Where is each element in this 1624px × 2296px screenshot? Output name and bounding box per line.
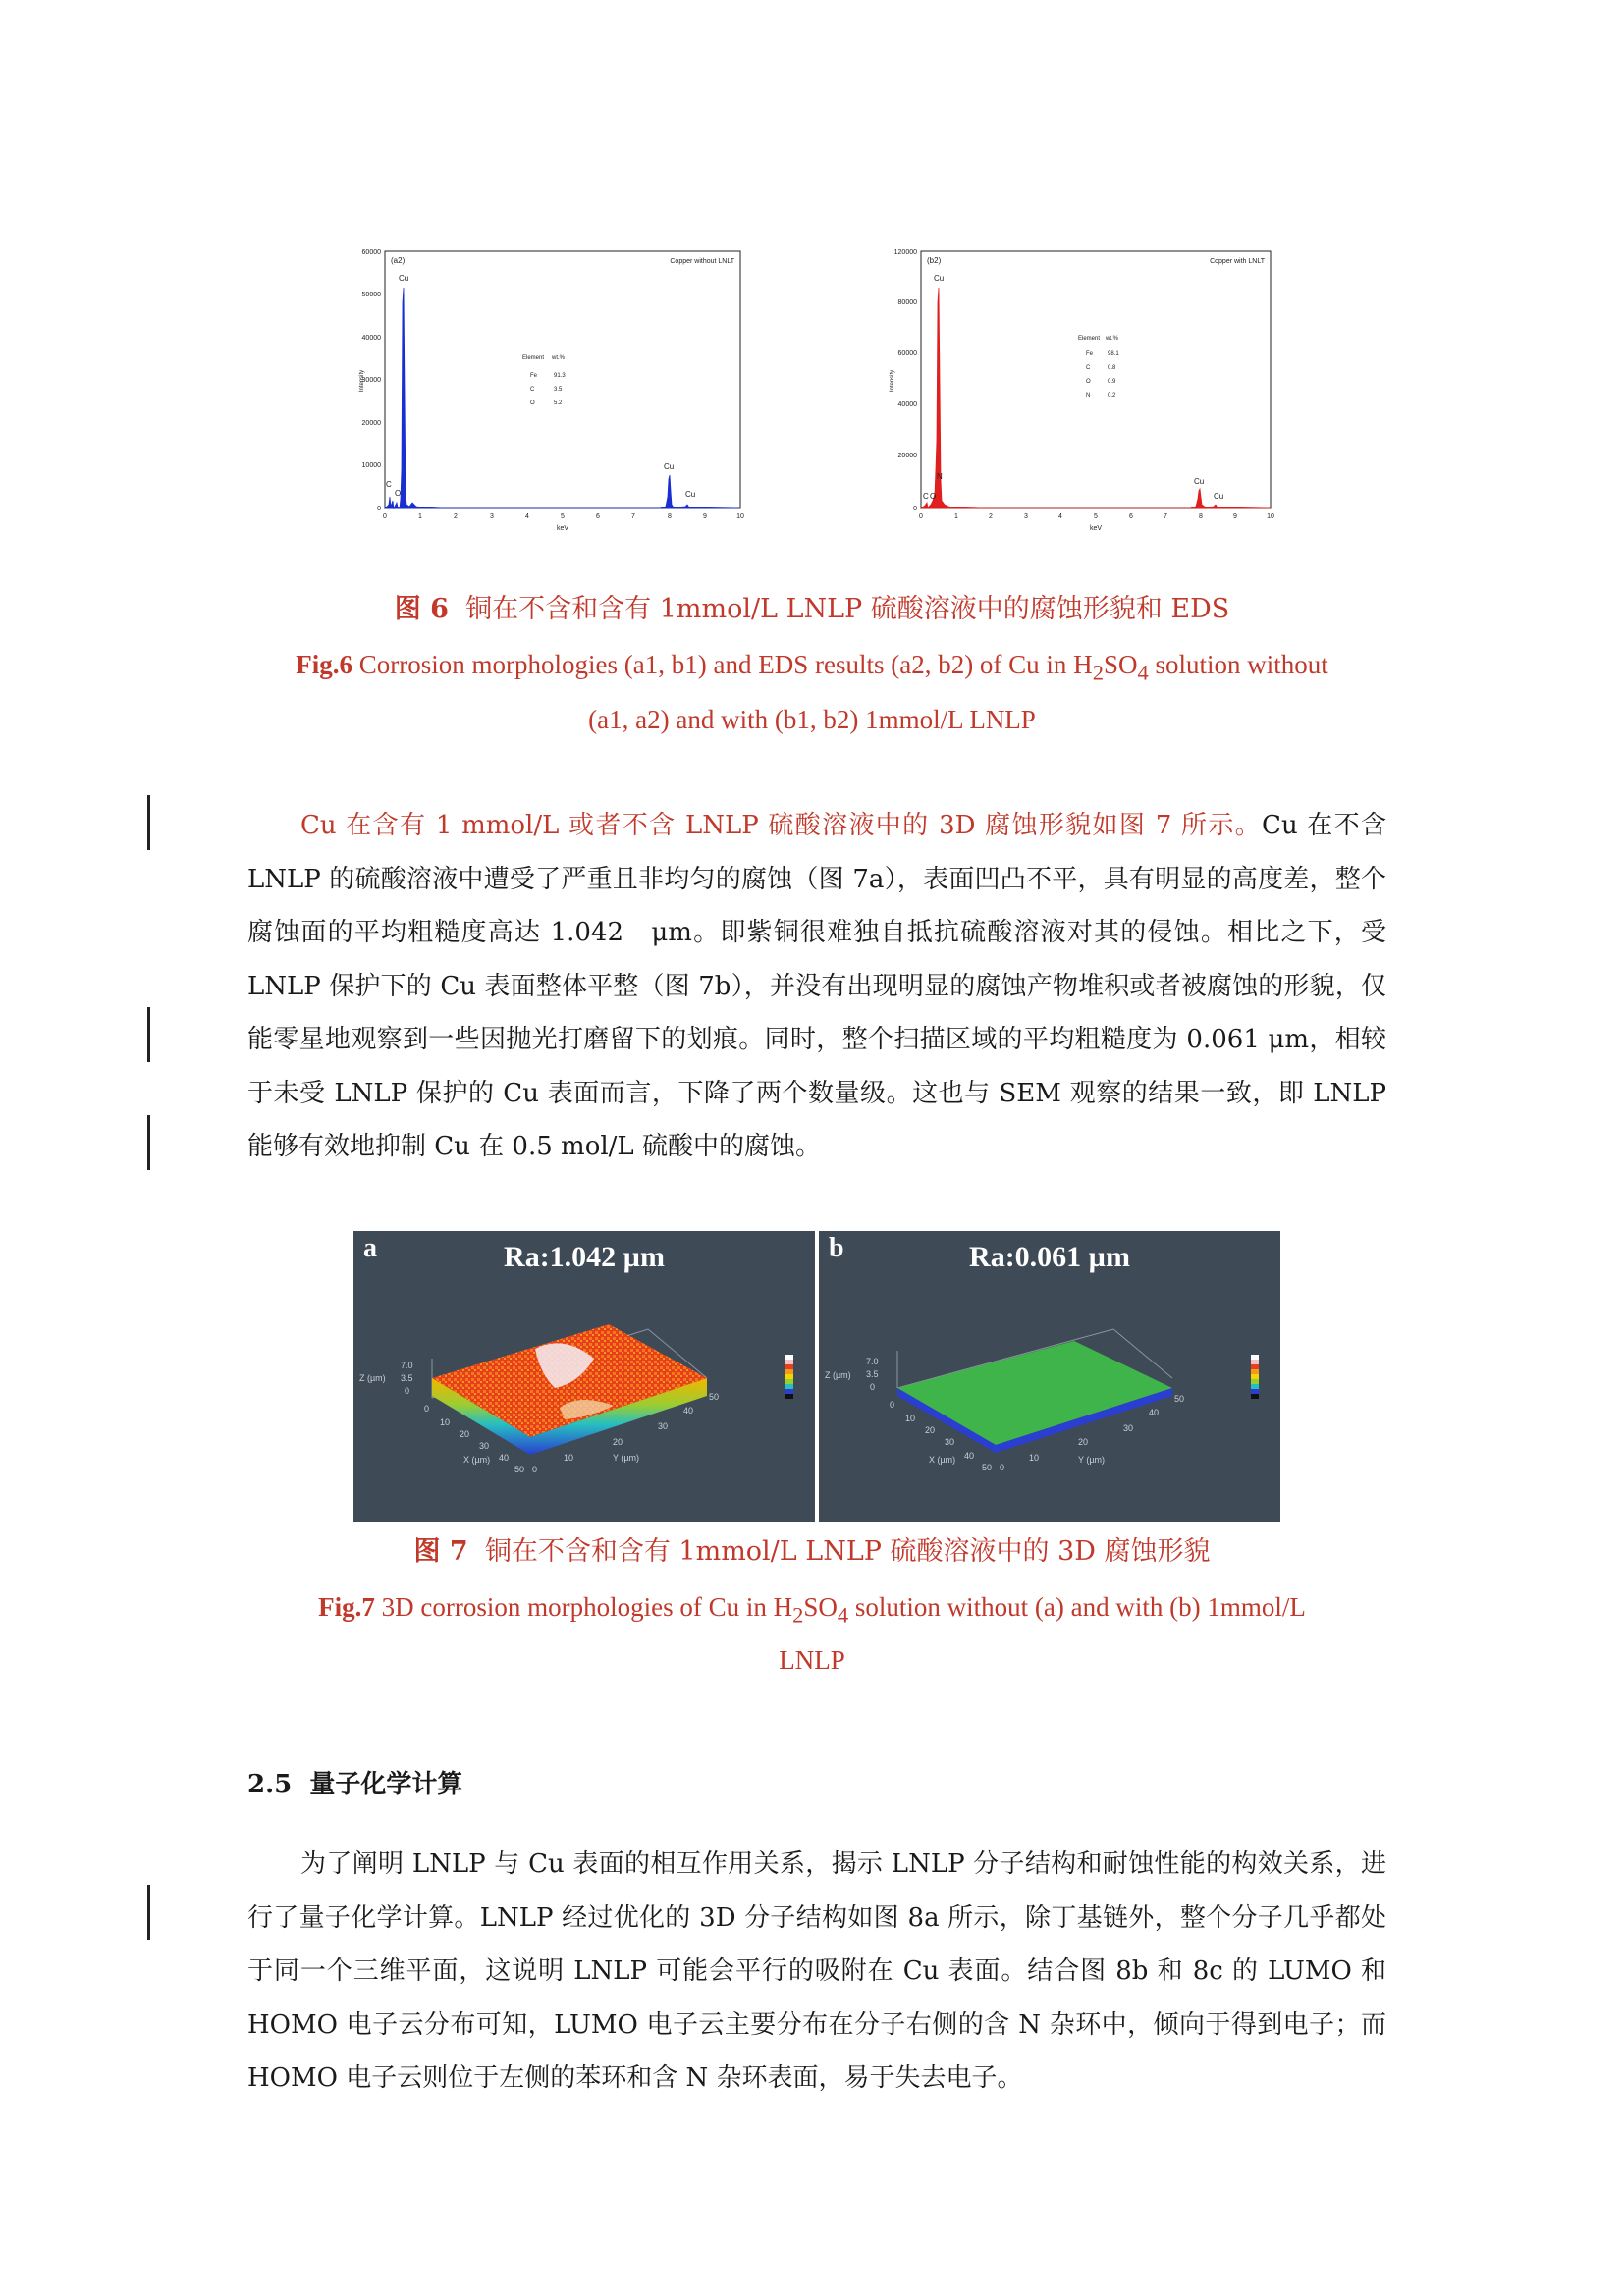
y-tick: 30000 — [361, 377, 381, 384]
x-tick: 50 — [514, 1465, 525, 1474]
y-tick: 20000 — [897, 453, 917, 459]
color-scale — [785, 1355, 793, 1399]
x-tick: 0 — [424, 1404, 430, 1414]
panel-label: a — [363, 1233, 377, 1263]
roughness-label: Ra:1.042 µm — [504, 1241, 665, 1273]
y-axis-label: Intensity — [890, 369, 895, 393]
fig7-caption-en-mid: SO — [803, 1592, 838, 1622]
y-tick: 40000 — [361, 335, 381, 342]
y-tick: 50 — [709, 1392, 720, 1402]
table-header: wt.% — [1106, 336, 1119, 342]
spectrum-title: Copper without LNLT — [670, 258, 734, 265]
fig6-caption-en-line2-text: (a1, a2) and with (b1, b2) 1mmol/L LNLP — [588, 705, 1036, 734]
revision-bar — [147, 795, 150, 850]
table-cell: 3.5 — [554, 387, 563, 393]
y-tick: 40 — [1149, 1408, 1160, 1417]
panel-label: (a2) — [391, 256, 406, 265]
table-cell: C — [1086, 365, 1091, 371]
y-tick: 0 — [913, 506, 917, 512]
y-tick: 40000 — [897, 401, 917, 408]
y-tick: 0 — [1000, 1463, 1005, 1472]
z-tick: 3.5 — [401, 1373, 413, 1383]
x-tick: 5 — [1094, 513, 1098, 520]
peak-label: O — [930, 492, 937, 501]
x-tick: 10 — [1267, 513, 1274, 520]
panel-label: b — [829, 1233, 844, 1263]
x-tick: 50 — [982, 1463, 993, 1472]
fig6-caption-en-pre: Corrosion morphologies (a1, b1) and EDS results (a2, b2) of Cu in H — [358, 650, 1093, 679]
x-tick: 20 — [925, 1425, 936, 1435]
table-cell: Fe — [530, 373, 538, 379]
peak-label: N — [937, 472, 943, 481]
fig7-caption-en-line2 — [0, 1633, 1624, 1686]
x-tick: 9 — [1233, 513, 1237, 520]
eds-spectrum-left — [355, 243, 748, 538]
x-tick: 20 — [460, 1429, 470, 1439]
x-tick: 10 — [736, 513, 744, 520]
revision-bar — [147, 1885, 150, 1940]
x-tick: 30 — [945, 1437, 955, 1447]
fig6-caption-en-post: solution without — [1148, 650, 1328, 679]
y-tick: 80000 — [897, 299, 917, 306]
x-tick: 8 — [668, 513, 672, 520]
x-tick: 2 — [989, 513, 993, 520]
z-tick: 0 — [870, 1382, 876, 1392]
panel-label: (b2) — [927, 256, 942, 265]
revision-bar — [147, 1007, 150, 1062]
color-scale — [1251, 1355, 1259, 1399]
table-cell: 0.8 — [1108, 365, 1116, 371]
section-title: 量子化学计算 — [309, 1770, 463, 1799]
eds-spectrum-right — [886, 243, 1278, 538]
subscript: 4 — [1137, 660, 1149, 685]
y-tick: 10000 — [361, 462, 381, 469]
y-tick: 30 — [658, 1421, 669, 1431]
y-tick: 20 — [1078, 1437, 1089, 1447]
fig7-caption-en-pre: 3D corrosion morphologies of Cu in H — [381, 1592, 793, 1622]
x-axis-label: keV — [1089, 525, 1103, 532]
y-tick: 0 — [532, 1465, 538, 1474]
peak-label: Cu — [399, 274, 409, 283]
x-tick: 4 — [525, 513, 529, 520]
x-tick: 1 — [954, 513, 958, 520]
section-number: 2.5 — [247, 1770, 293, 1799]
fig7-caption-cn-text: 铜在不含和含有 1mmol/L LNLP 硫酸溶液中的 3D 腐蚀形貌 — [484, 1536, 1211, 1567]
x-tick: 9 — [703, 513, 707, 520]
table-cell: N — [1086, 393, 1091, 399]
z-axis-label: Z (µm) — [359, 1373, 386, 1383]
fig6-caption-en-line2 — [0, 693, 1624, 746]
x-axis-label: keV — [556, 525, 569, 532]
z-tick: 0 — [405, 1386, 410, 1396]
paragraph-2 — [247, 1838, 1386, 2106]
x-tick: 40 — [964, 1451, 975, 1461]
x-axis-label: X (µm) — [929, 1455, 956, 1465]
fig7-caption-en-line2-text: LNLP — [779, 1645, 845, 1675]
table-cell: O — [530, 400, 535, 406]
revision-bar — [147, 1115, 150, 1170]
fig7-panel-b — [819, 1231, 1280, 1522]
roughness-label: Ra:0.061 µm — [969, 1241, 1130, 1273]
table-cell: C — [530, 387, 535, 393]
z-tick: 3.5 — [866, 1369, 879, 1379]
x-tick: 0 — [919, 513, 923, 520]
table-cell: 5.2 — [554, 400, 563, 406]
table-cell: Fe — [1086, 351, 1094, 357]
surface-plot-b — [819, 1231, 1280, 1522]
eds-left-svg — [355, 243, 748, 538]
peak-label: Cu — [1214, 492, 1224, 501]
x-tick: 4 — [1058, 513, 1062, 520]
fig7-caption-cn — [0, 1525, 1624, 1578]
x-tick: 5 — [561, 513, 565, 520]
z-axis-label: Z (µm) — [825, 1370, 851, 1380]
x-tick: 2 — [454, 513, 458, 520]
y-tick: 0 — [377, 506, 381, 512]
spectrum-title: Copper with LNLT — [1210, 258, 1265, 265]
paragraph-2-body: 为了阐明 LNLP 与 Cu 表面的相互作用关系，揭示 LNLP 分子结构和耐蚀性能的构效关系，进行了量子化学计算。LNLP 经过优化的 3D 分子结构如图 8a 所示，除丁基链外，整个分子几乎都处于同一个三维平面，这说明 LNLP 可能会平行的吸附在 Cu 表面。结合图 8b 和 8c 的 LUMO 和 HOMO 电子云分布可知，LUMO 电子云主要分布在分子右侧的含 N 杂环中，倾向于得到电子；而 HOMO 电子云则位于左侧的苯环和含 N 杂环表面，易于失去电子。 — [247, 1849, 1386, 2093]
x-tick: 3 — [490, 513, 494, 520]
peak-label: Cu — [664, 462, 675, 471]
fig7-caption-en-post: solution without (a) and with (b) 1mmol/L — [848, 1592, 1306, 1622]
y-tick: 120000 — [893, 249, 917, 256]
y-tick: 30 — [1123, 1423, 1134, 1433]
table-header: wt.% — [552, 355, 566, 361]
paragraph-1-red-sentence: Cu 在含有 1 mmol/L 或者不含 LNLP 硫酸溶液中的 3D 腐蚀形貌如图 7 所示。 — [300, 811, 1263, 840]
y-tick: 20000 — [361, 420, 381, 427]
x-tick: 7 — [631, 513, 635, 520]
table-header: Element — [1078, 336, 1101, 342]
subscript: 2 — [1092, 660, 1104, 685]
x-tick: 8 — [1199, 513, 1203, 520]
peak-label: C — [923, 492, 929, 501]
y-tick: 40 — [683, 1406, 694, 1415]
fig7-panel-a — [353, 1231, 815, 1522]
peak-label: Cu — [934, 274, 945, 283]
z-tick: 7.0 — [866, 1357, 879, 1366]
fig6-caption-cn-label: 图 6 — [394, 594, 449, 624]
peak-label: Cu — [1194, 477, 1205, 486]
table-cell: 91.3 — [554, 373, 566, 379]
x-tick: 6 — [1129, 513, 1133, 520]
peak-label: Cu — [685, 490, 696, 499]
x-tick: 0 — [890, 1400, 895, 1410]
x-tick: 0 — [383, 513, 387, 520]
x-tick: 7 — [1164, 513, 1167, 520]
y-tick: 10 — [1029, 1453, 1040, 1463]
z-tick: 7.0 — [401, 1361, 413, 1370]
x-tick: 10 — [905, 1414, 916, 1423]
peak-label: O — [395, 489, 402, 498]
y-axis-label: Y (µm) — [1078, 1455, 1106, 1465]
y-tick: 60000 — [361, 249, 381, 256]
y-axis-label: Y (µm) — [613, 1453, 640, 1463]
table-cell: 98.1 — [1108, 351, 1119, 357]
y-tick: 60000 — [897, 350, 917, 357]
x-tick: 40 — [499, 1453, 510, 1463]
table-header: Element — [522, 355, 545, 361]
table-cell: 0.2 — [1108, 393, 1116, 399]
y-tick: 50000 — [361, 292, 381, 298]
surface-plot-a — [353, 1231, 815, 1522]
fig7-caption-cn-label: 图 7 — [413, 1536, 468, 1567]
subscript: 2 — [792, 1602, 804, 1628]
peak-label: C — [386, 480, 392, 489]
table-cell: O — [1086, 379, 1091, 385]
y-axis-label: Intensity — [359, 369, 365, 393]
x-tick: 6 — [596, 513, 600, 520]
x-tick: 3 — [1024, 513, 1028, 520]
x-tick: 10 — [440, 1417, 451, 1427]
x-axis-label: X (µm) — [463, 1455, 491, 1465]
subscript: 4 — [837, 1602, 849, 1628]
paragraph-1-body: Cu 在不含 LNLP 的硫酸溶液中遭受了严重且非均匀的腐蚀（图 7a），表面凹凸不平，具有明显的高度差，整个腐蚀面的平均粗糙度高达 1.042 μm。即紫铜很难独自抵抗硫酸溶液对其的侵蚀。相比之下，受 LNLP 保护下的 Cu 表面整体平整（图 7b），并没有出现明显的腐蚀产物堆积或者被腐蚀的形貌，仅能零星地观察到一些因抛光打磨留下的划痕。同时，整个扫描区域的平均粗糙度为 0.061 μm，相较于未受 LNLP 保护的 Cu 表面而言，下降了两个数量级。这也与 SEM 观察的结果一致，即 LNLP 能够有效地抑制 Cu 在 0.5 mol/L 硫酸中的腐蚀。 — [247, 811, 1387, 1161]
x-tick: 30 — [479, 1441, 490, 1451]
paragraph-1 — [247, 799, 1386, 1174]
fig7-caption-en-label: Fig.7 — [318, 1592, 375, 1622]
fig6-caption-en-mid: SO — [1103, 650, 1138, 679]
y-tick: 20 — [613, 1437, 623, 1447]
y-tick: 50 — [1174, 1394, 1185, 1404]
fig6-caption-cn — [0, 583, 1624, 636]
fig6-caption-en-label: Fig.6 — [296, 650, 353, 679]
eds-right-svg — [886, 243, 1278, 538]
y-tick: 10 — [564, 1453, 574, 1463]
x-tick: 1 — [418, 513, 422, 520]
fig6-caption-cn-text: 铜在不含和含有 1mmol/L LNLP 硫酸溶液中的腐蚀形貌和 EDS — [465, 594, 1230, 624]
table-cell: 0.9 — [1108, 379, 1116, 385]
section-heading — [247, 1764, 462, 1800]
fig6-caption-en — [0, 638, 1624, 699]
